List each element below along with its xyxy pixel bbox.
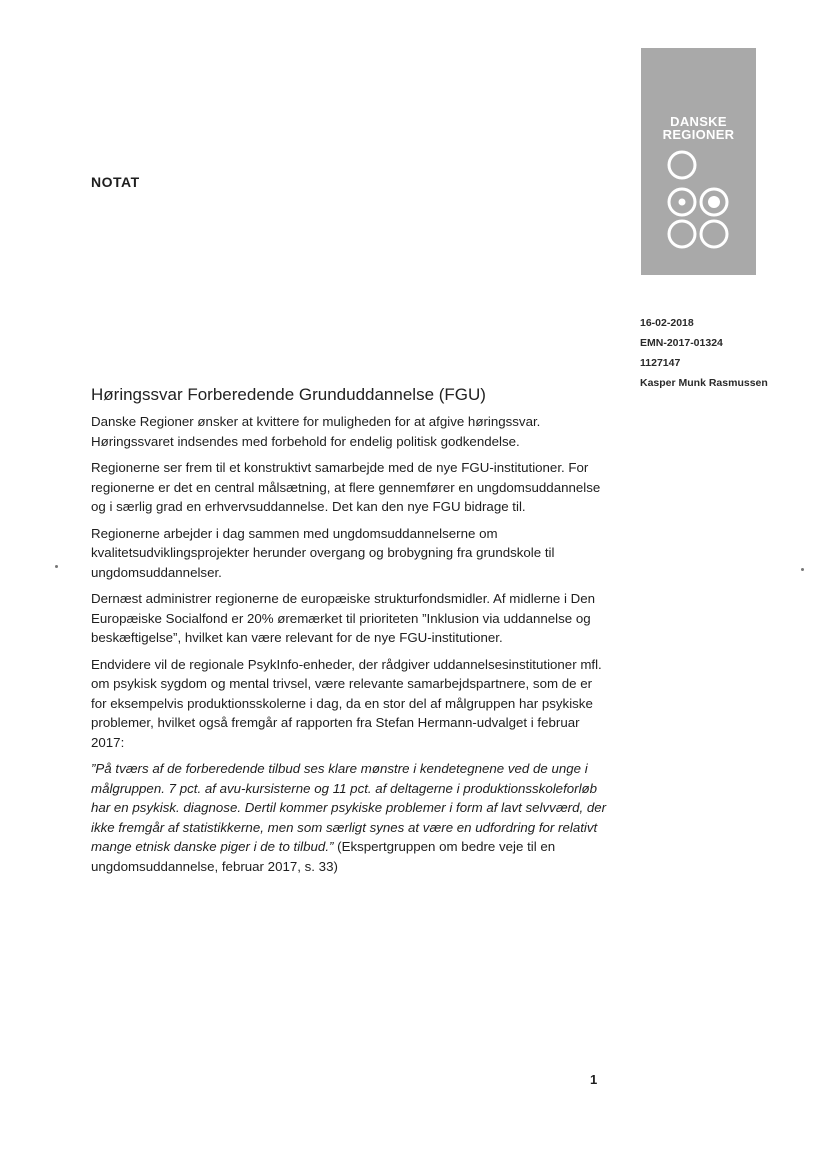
paragraph: Danske Regioner ønsker at kvittere for muligheden for at afgive høringssvar. Høringssvaret indsendes med forbehold for endelig politisk godkendelse. [91, 414, 541, 449]
scan-speck [55, 565, 58, 568]
quote-paragraph [91, 759, 609, 876]
document-date: 16-02-2018 [640, 317, 694, 329]
scan-speck [801, 568, 804, 571]
paragraph: Regionerne arbejder i dag sammen med ungdomsuddannelserne om kvalitetsudviklingsprojekter herunder overgang og brobygning fra grundskole til ungdomsuddannelser. [91, 525, 555, 580]
quote-text: ”På tværs af de forberedende tilbud ses klare mønstre i kendetegnene ved de unge i målgruppen. 7 pct. af avu-kursisterne og 11 pct. af deltagerne i produktionsskoleforløb har en psykisk. diagnose. Dertil kommer psykiske problemer i form af lavt selvværd, der ikke fremgår af statistikkerne, men som særligt synes at være en udfordring for relativt mange etnisk danske piger i de to tilbud.” [91, 761, 607, 854]
logo-text-line2: REGIONER [662, 127, 735, 142]
document-number: 1127147 [640, 357, 681, 369]
case-number: EMN-2017-01324 [640, 337, 723, 349]
logo-circles-icon [641, 48, 756, 275]
document-body [91, 412, 609, 883]
document-metadata [640, 313, 768, 393]
author-name: Kasper Munk Rasmussen [640, 377, 768, 389]
quote-source: (Ekspertgruppen om bedre veje til en ungdomsuddannelse, februar 2017, s. 33) [91, 839, 556, 874]
page-number: 1 [590, 1072, 598, 1087]
document-title: Høringssvar Forberedende Grunduddannelse (FGU) [91, 385, 486, 404]
paragraph: Endvidere vil de regionale PsykInfo-enheder, der rådgiver uddannelsesinstitutioner mfl. om psykisk sygdom og mental trivsel, være relevante samarbejdspartnere, som de er for eksempelvis produktionsskolerne i dag, da en stor del af målgruppen har psykiske problemer, hvilket også fremgår af rapporten fra Stefan Hermann-udvalget i februar 2017: [91, 656, 602, 750]
paragraph: Regionerne ser frem til et konstruktivt samarbejde med de nye FGU-institutioner. For regionerne er det en central målsætning, at flere gennemfører en ungdomsuddannelse og i særlig grad en erhvervsuddannelse. Det kan den nye FGU bidrage til. [91, 460, 601, 514]
danske-regioner-logo [641, 48, 756, 275]
logo-text-line1: DANSKE [670, 114, 727, 129]
document-type-label: NOTAT [91, 174, 140, 190]
paragraph: Dernæst administrer regionerne de europæiske strukturfondsmidler. Af midlerne i Den Europæiske Socialfond er 20% øremærket til prioriteten ”Inklusion via uddannelse og beskæftigelse”, hvilket kan være relevant for de nye FGU-institutioner. [91, 591, 596, 645]
